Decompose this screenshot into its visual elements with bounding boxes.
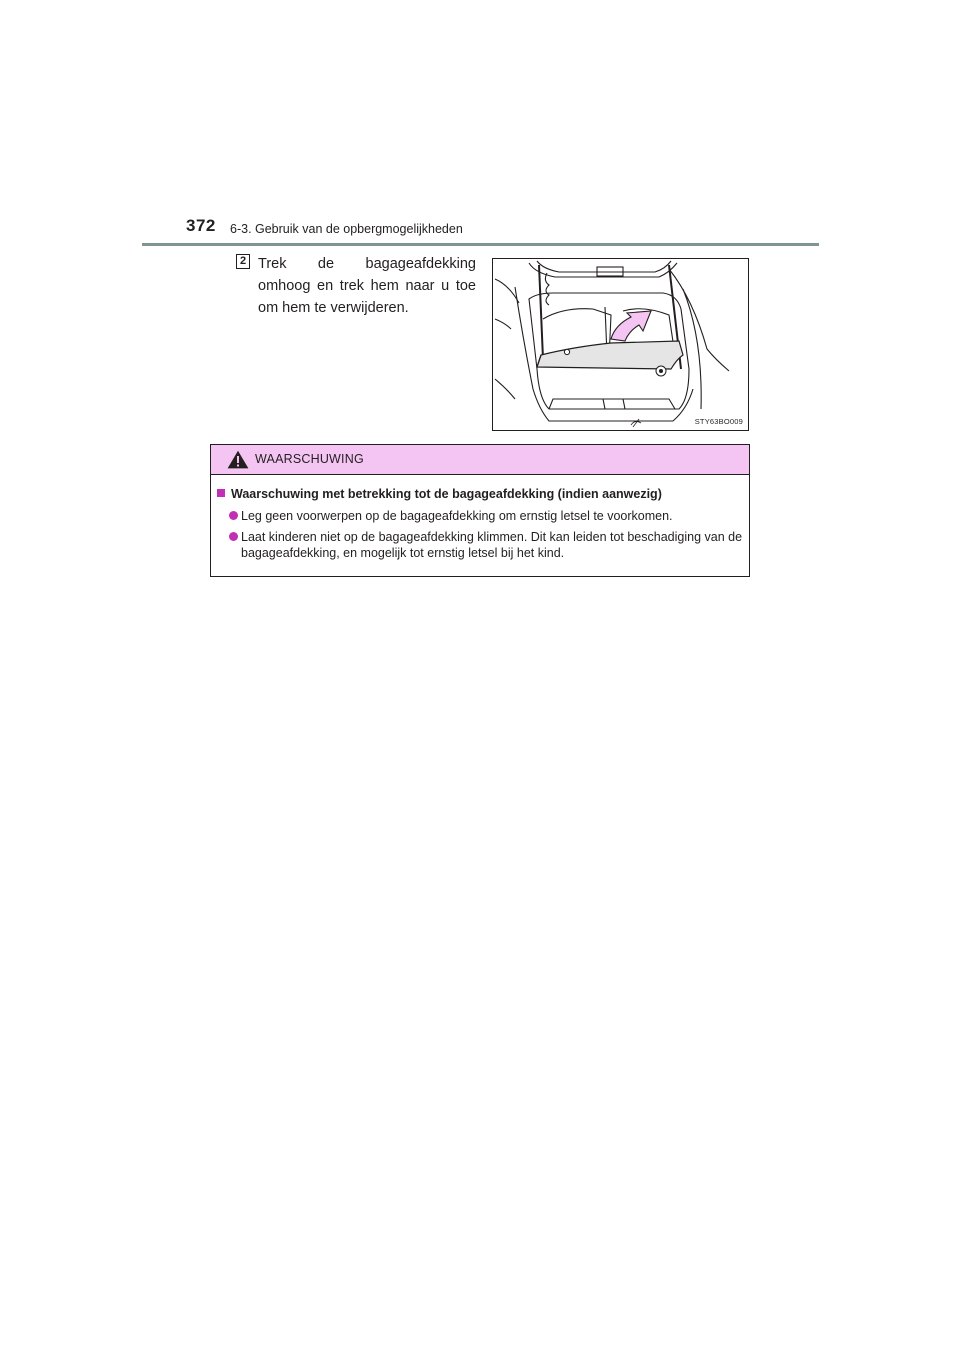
page-number: 372 [186,216,216,235]
step-number-badge: 2 [236,254,250,269]
square-bullet-icon [217,489,225,497]
step-instruction: Trek de bagageafdekking omhoog en trek hem naar u toe om hem te verwijderen. [258,256,476,316]
warning-heading [217,487,662,501]
warning-list-item [229,529,749,561]
warning-heading-text: Waarschuwing met betrekking tot de bagageafdekking (indien aanwezig) [231,487,662,501]
luggage-cover-illustration [492,258,749,431]
circle-bullet-icon [229,511,238,520]
header-divider [142,243,819,246]
warning-box [210,444,750,577]
figure-code: STY63BO009 [694,417,743,426]
circle-bullet-icon [229,532,238,541]
warning-item-text: Leg geen voorwerpen op de bagageafdekking om ernstig letsel te voorkomen. [241,509,673,523]
warning-triangle-icon [227,450,249,469]
section-title: 6-3. Gebruik van de opbergmogelijkheden [230,222,463,236]
warning-item-text: Laat kinderen niet op de bagageafdekking klimmen. Dit kan leiden tot beschadiging van de bagageafdekking, en mogelijk tot ernstig letsel bij het kind. [241,530,743,560]
trunk-drawing [493,259,749,431]
warning-header [211,445,749,475]
warning-list-item [229,508,749,524]
warning-title: WAARSCHUWING [255,452,364,466]
